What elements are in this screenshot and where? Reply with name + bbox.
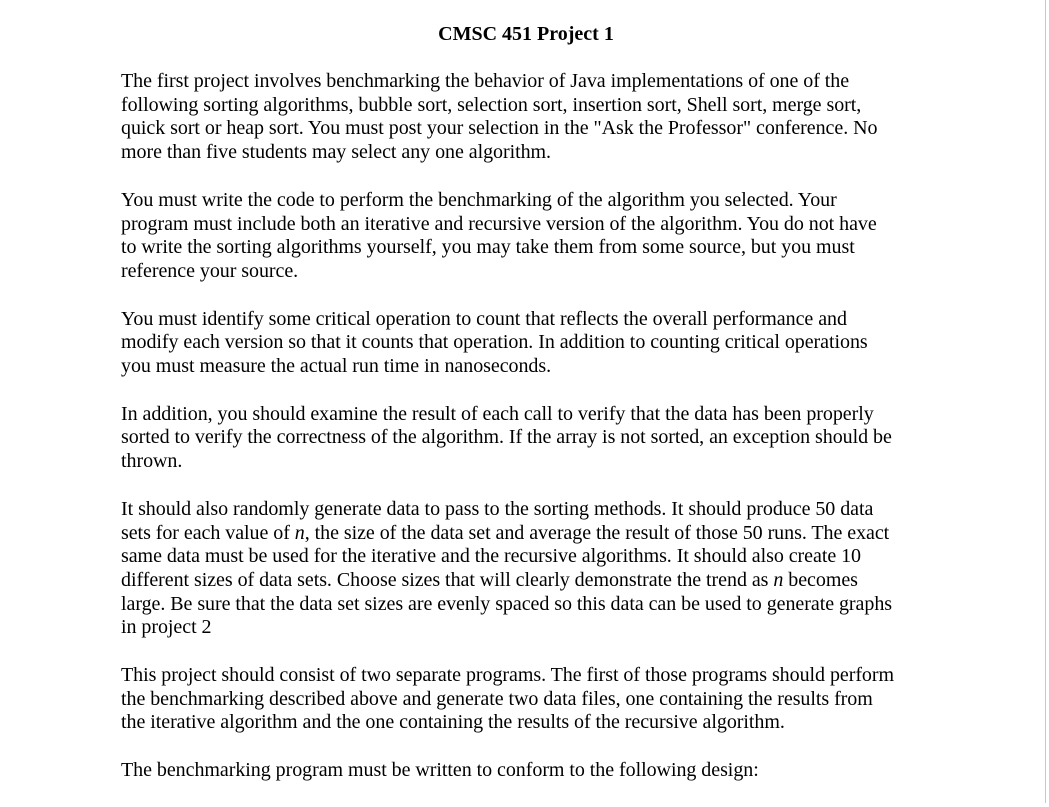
text-line: same data must be used for the iterative and the recursive algorithms. It should also create 10: [121, 545, 862, 568]
text-line: sorted to verify the correctness of the algorithm. If the array is not sorted, an exception should be: [121, 426, 892, 449]
text-line: modify each version so that it counts that operation. In addition to counting critical operations: [121, 331, 868, 354]
paragraph-1: [121, 70, 931, 165]
text-line: program must include both an iterative and recursive version of the algorithm. You do not have: [121, 212, 877, 235]
text-line: the benchmarking described above and generate two data files, one containing the results from: [121, 687, 873, 710]
text-line: [121, 522, 931, 546]
text-line: [121, 569, 931, 593]
paragraph-3: [121, 308, 931, 379]
text-line: the iterative algorithm and the one containing the results of the recursive algorithm.: [121, 711, 785, 734]
text-line: It should also randomly generate data to pass to the sorting methods. It should produce 50 data: [121, 497, 874, 520]
text-line: The first project involves benchmarking the behavior of Java implementations of one of the: [121, 70, 850, 92]
text-segment: , the size of the data set and average the result of those 50 runs. The exact: [304, 521, 890, 544]
paragraph-2: [121, 189, 931, 284]
text-line: In addition, you should examine the result of each call to verify that the data has been properly: [121, 402, 874, 425]
paragraph-5: [121, 498, 931, 640]
text-segment: different sizes of data sets. Choose sizes that will clearly demonstrate the trend as: [121, 568, 769, 591]
text-line: you must measure the actual run time in nanoseconds.: [121, 355, 552, 378]
text-line: You must identify some critical operation to count that reflects the overall performance and: [121, 307, 847, 330]
italic-variable-n: n: [773, 568, 784, 591]
paragraph-4: [121, 403, 931, 474]
text-line: to write the sorting algorithms yourself, you may take them from some source, but you must: [121, 236, 855, 259]
text-line: You must write the code to perform the benchmarking of the algorithm you selected. Your: [121, 188, 837, 211]
text-line: in project 2: [121, 616, 212, 639]
text-line: quick sort or heap sort. You must post your selection in the "Ask the Professor" conference. No: [121, 117, 878, 140]
paragraph-6: [121, 664, 931, 735]
document-title: CMSC 451 Project 1: [438, 23, 614, 45]
text-line: following sorting algorithms, bubble sort, selection sort, insertion sort, Shell sort, merge sort,: [121, 93, 862, 116]
text-segment: becomes: [783, 568, 858, 591]
text-segment: sets for each value of: [121, 521, 290, 544]
paragraph-7: [121, 759, 931, 783]
document-body: [121, 20, 931, 807]
text-line: thrown.: [121, 450, 183, 473]
text-line: more than five students may select any one algorithm.: [121, 141, 552, 164]
italic-variable-n: n: [294, 521, 305, 544]
text-line: large. Be sure that the data set sizes are evenly spaced so this data can be used to generate graphs: [121, 592, 892, 615]
text-line: The benchmarking program must be written to conform to the following design:: [121, 759, 759, 782]
text-line: This project should consist of two separate programs. The first of those programs should perform: [121, 664, 895, 687]
text-line: reference your source.: [121, 259, 299, 282]
